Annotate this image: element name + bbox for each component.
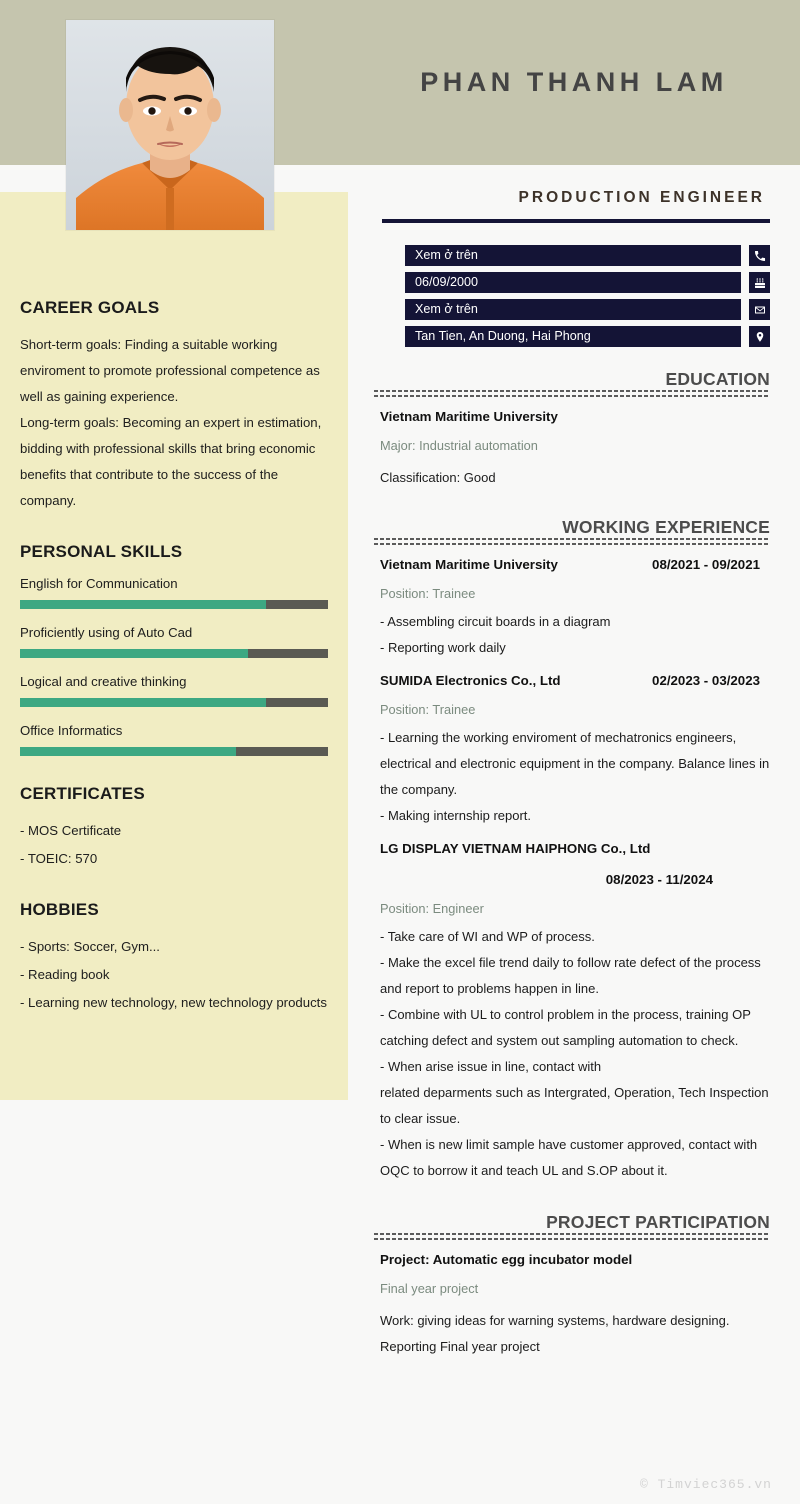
contact-value: 06/09/2000: [405, 272, 741, 293]
section-heading-career-goals: CAREER GOALS: [20, 298, 160, 317]
certificate-item: - TOEIC: 570: [20, 851, 98, 866]
experience-bullet: - Assembling circuit boards in a diagram: [380, 614, 611, 629]
section-heading-certificates: CERTIFICATES: [20, 784, 145, 803]
experience-org: LG DISPLAY VIETNAM HAIPHONG Co., Ltd: [380, 841, 651, 856]
experience-position: Position: Trainee: [380, 586, 476, 601]
skill-progress-bar: [20, 698, 328, 707]
page-title: PHAN THANH LAM: [420, 67, 728, 97]
skill-label: Logical and creative thinking: [20, 674, 187, 689]
skill-progress-fill: [20, 698, 266, 707]
certificates-list: [20, 818, 328, 872]
contact-row: [405, 245, 770, 266]
section-title-working-experience: WORKING EXPERIENCE: [562, 517, 770, 537]
hobby-item: - Reading book: [20, 967, 110, 982]
skills-list: [20, 576, 328, 756]
hobby-item: - Sports: Soccer, Gym...: [20, 939, 160, 954]
skill-progress-bar: [20, 600, 328, 609]
sidebar: [0, 192, 348, 1100]
career-goals-text: [20, 332, 328, 514]
avatar: [66, 20, 274, 230]
section-heading-hobbies: HOBBIES: [20, 900, 99, 919]
section-working-experience: [365, 517, 770, 1184]
phone-icon: [749, 245, 770, 266]
contact-row: [405, 299, 770, 320]
skill-item: [20, 723, 328, 756]
experience-body: [365, 924, 770, 1184]
skill-progress-fill: [20, 649, 248, 658]
skill-label: Office Informatics: [20, 723, 123, 738]
experience-position: Position: Trainee: [380, 702, 476, 717]
experience-bullet: - Reporting work daily: [380, 640, 506, 655]
experience-bullet: - Making internship report.: [380, 808, 532, 823]
section-divider: [374, 538, 770, 545]
contact-list: [405, 245, 770, 347]
project-subtitle: Final year project: [380, 1281, 479, 1296]
experience-bullet: - Combine with UL to control problem in the process, training OP catching defect and system out sampling automation to check.: [380, 1007, 751, 1048]
section-title-project-participation: PROJECT PARTICIPATION: [546, 1212, 770, 1232]
experience-org: SUMIDA Electronics Co., Ltd: [380, 673, 561, 688]
skill-progress-fill: [20, 600, 266, 609]
certificate-item: - MOS Certificate: [20, 823, 122, 838]
experience-head: [365, 841, 770, 856]
experience-head: [365, 557, 770, 572]
section-heading-personal-skills: PERSONAL SKILLS: [20, 542, 183, 561]
contact-row: [405, 272, 770, 293]
skill-item: [20, 674, 328, 707]
project-entry: [365, 1252, 770, 1360]
watermark: © Timviec365.vn: [639, 1477, 772, 1492]
profile-photo-illustration: [66, 20, 274, 230]
skill-progress-bar: [20, 649, 328, 658]
education-major: Major: Industrial automation: [380, 438, 538, 453]
main-column: [348, 165, 800, 1360]
project-head: [365, 1252, 770, 1267]
career-goals-paragraph: Long-term goals: Becoming an expert in estimation, bidding with professional skills that bring economic benefits that contribute to the success of the company.: [20, 415, 322, 508]
section-education: [365, 369, 770, 491]
education-entry: [365, 409, 770, 491]
envelope-icon: [749, 299, 770, 320]
skill-item: [20, 625, 328, 658]
experience-bullet: - When is new limit sample have customer approved, contact with OQC to borrow it and teach UL and S.OP about it.: [380, 1137, 758, 1178]
experience-head: [365, 673, 770, 688]
hobby-item: - Learning new technology, new technology products: [20, 995, 327, 1010]
experience-entry: [365, 841, 770, 1184]
experience-position: Position: Engineer: [380, 901, 484, 916]
section-divider: [374, 390, 770, 397]
skill-label: Proficiently using of Auto Cad: [20, 625, 193, 640]
education-school: Vietnam Maritime University: [380, 409, 558, 424]
experience-entry: [365, 557, 770, 661]
contact-value: Tan Tien, An Duong, Hai Phong: [405, 326, 741, 347]
section-divider: [374, 1233, 770, 1240]
experience-bullet: - When arise issue in line, contact with: [380, 1059, 602, 1074]
job-title: PRODUCTION ENGINEER: [518, 189, 765, 206]
experience-entry: [365, 673, 770, 829]
contact-value: Xem ở trên: [405, 245, 741, 266]
education-classification: Classification: Good: [380, 470, 496, 485]
contact-row: [405, 326, 770, 347]
experience-body: [365, 725, 770, 829]
project-name: Project: Automatic egg incubator model: [380, 1252, 633, 1267]
experience-bullet: related deparments such as Intergrated, Operation, Tech Inspection to clear issue.: [380, 1085, 769, 1126]
skill-item: [20, 576, 328, 609]
skill-label: English for Communication: [20, 576, 178, 591]
section-project-participation: [365, 1212, 770, 1360]
section-title-education: EDUCATION: [665, 369, 770, 389]
career-goals-paragraph: Short-term goals: Finding a suitable working enviroment to promote professional competence as well as gaining experience.: [20, 337, 320, 404]
contact-value: Xem ở trên: [405, 299, 741, 320]
project-body: Work: giving ideas for warning systems, hardware designing. Reporting Final year project: [380, 1313, 730, 1354]
experience-list: [365, 557, 770, 1184]
experience-bullet: - Learning the working enviroment of mechatronics engineers, electrical and electronic equipment in the company. Balance lines in the company.: [380, 730, 770, 797]
map-marker-icon: [749, 326, 770, 347]
birthday-cake-icon: [749, 272, 770, 293]
skill-progress-fill: [20, 747, 236, 756]
hobbies-list: [20, 934, 328, 1016]
skill-progress-bar: [20, 747, 328, 756]
experience-date: 08/2023 - 11/2024: [605, 872, 713, 887]
experience-date: 08/2021 - 09/2021: [652, 557, 760, 572]
experience-bullet: - Make the excel file trend daily to follow rate defect of the process and report to problems happen in line.: [380, 955, 761, 996]
experience-bullet: - Take care of WI and WP of process.: [380, 929, 595, 944]
experience-body: [365, 609, 770, 661]
title-underline: [382, 219, 770, 223]
experience-date: 02/2023 - 03/2023: [652, 673, 760, 688]
education-head: [365, 409, 770, 424]
experience-org: Vietnam Maritime University: [380, 557, 558, 572]
